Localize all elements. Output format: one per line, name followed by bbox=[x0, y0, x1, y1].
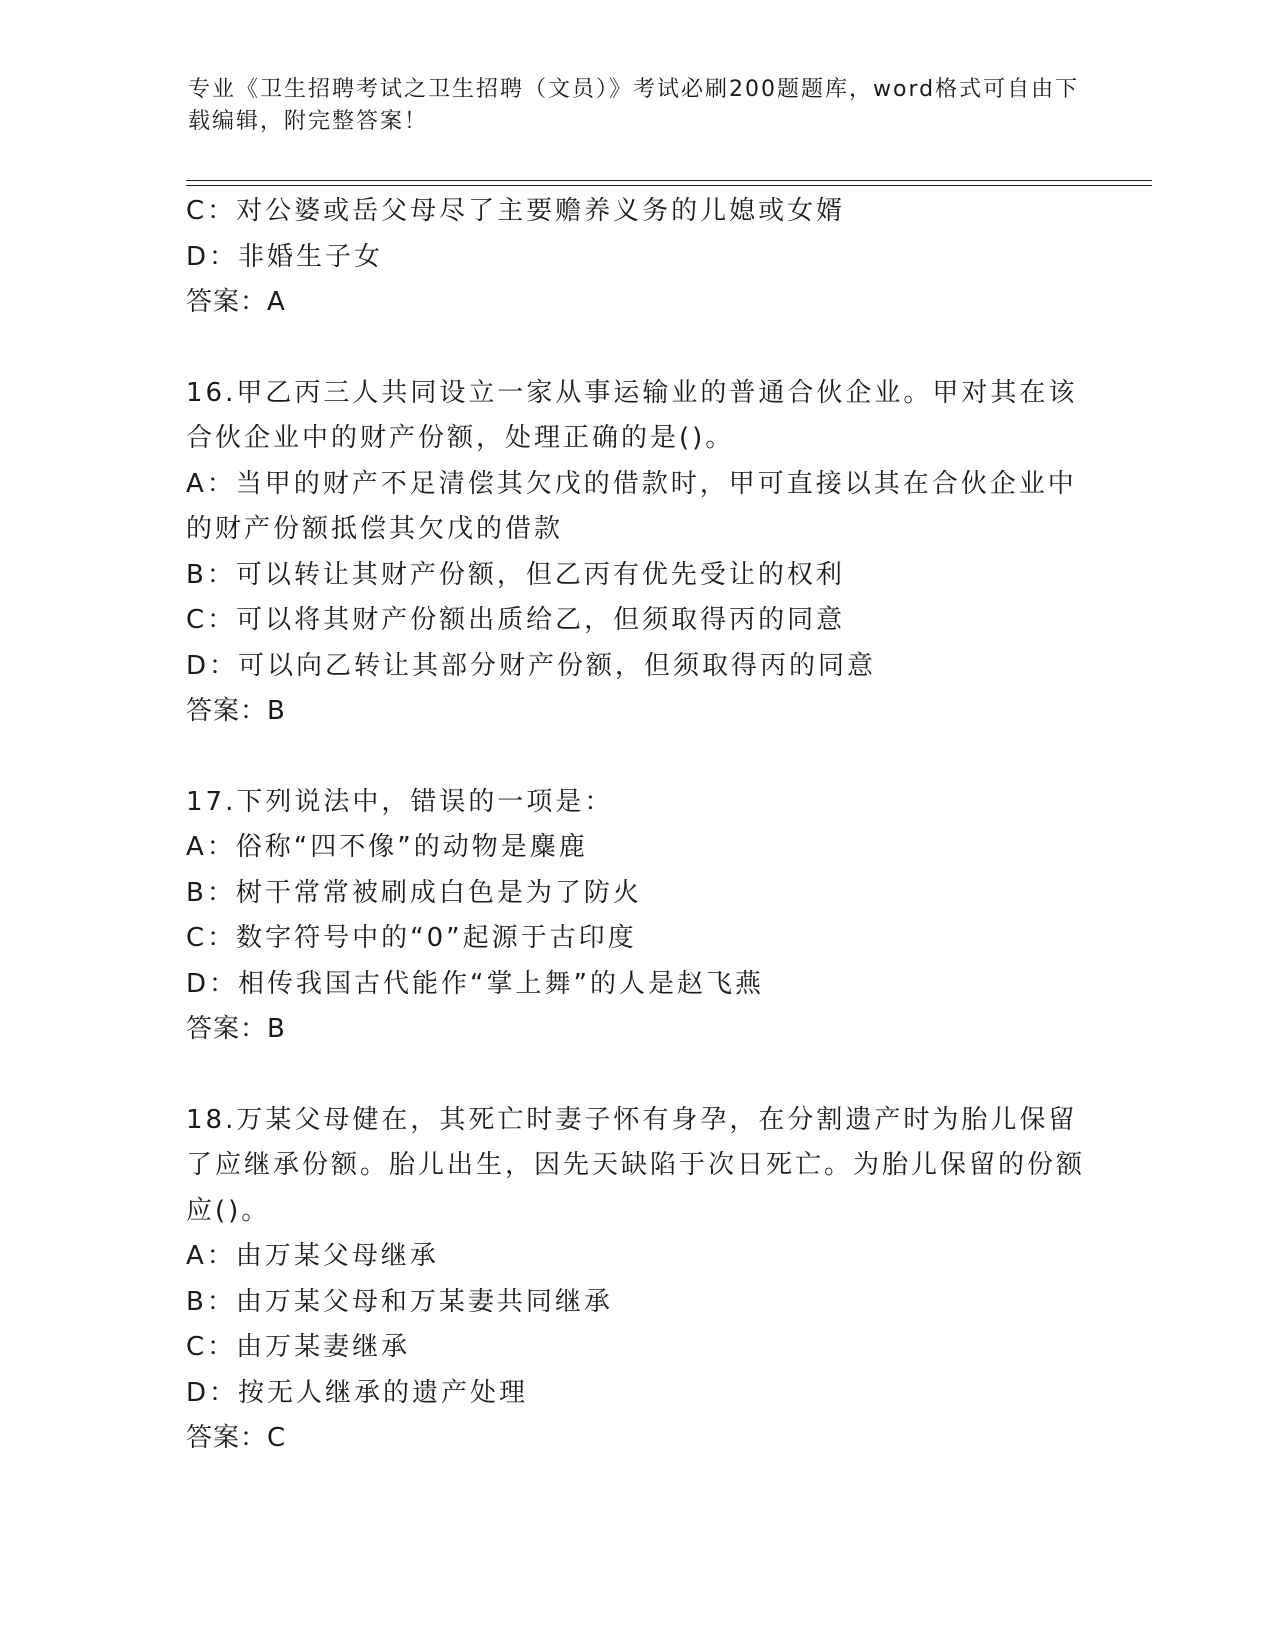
answer: 答案：B bbox=[186, 696, 286, 726]
answer: 答案：B bbox=[186, 1014, 286, 1044]
option-c: C：数字符号中的“0”起源于古印度 bbox=[186, 923, 637, 953]
answer: 答案：A bbox=[186, 287, 286, 317]
option-a: A：由万某父母继承 bbox=[186, 1241, 439, 1271]
question-stem: 16.甲乙丙三人共同设立一家从事运输业的普通合伙企业。甲对其在该合伙企业中的财产份额，处理正确的是()。 bbox=[186, 377, 1078, 453]
header-rule-bottom bbox=[186, 185, 1152, 186]
question-16 bbox=[186, 371, 1086, 735]
option-c: C：由万某妻继承 bbox=[186, 1332, 411, 1362]
option-c: C：对公婆或岳父母尽了主要赡养义务的儿媳或女婿 bbox=[186, 196, 846, 226]
question-stem: 18.万某父母健在，其死亡时妻子怀有身孕，在分割遗产时为胎儿保留了应继承份额。胎儿出生，因先天缺陷于次日死亡。为胎儿保留的份额应()。 bbox=[186, 1104, 1086, 1226]
option-b: B：可以转让其财产份额，但乙丙有优先受让的权利 bbox=[186, 559, 845, 590]
option-d: D：可以向乙转让其部分财产份额，但须取得丙的同意 bbox=[186, 650, 877, 681]
option-d: D：相传我国古代能作“掌上舞”的人是赵飞燕 bbox=[186, 968, 764, 999]
option-b: B：由万某父母和万某妻共同继承 bbox=[186, 1286, 613, 1317]
question-17 bbox=[186, 780, 1086, 1053]
option-a: A：当甲的财产不足清偿其欠戊的借款时，甲可直接以其在合伙企业中的财产份额抵偿其欠戊的借款 bbox=[186, 468, 1077, 544]
option-c: C：可以将其财产份额出质给乙，但须取得丙的同意 bbox=[186, 605, 846, 635]
spacer bbox=[186, 735, 1086, 780]
option-b: B：树干常常被刷成白色是为了防火 bbox=[186, 877, 642, 908]
option-d: D：非婚生子女 bbox=[186, 241, 384, 272]
header-rule-top bbox=[186, 180, 1152, 181]
spacer bbox=[186, 1053, 1086, 1098]
question-stem: 17.下列说法中，错误的一项是： bbox=[186, 786, 614, 817]
option-d: D：按无人继承的遗产处理 bbox=[186, 1377, 529, 1408]
answer: 答案：C bbox=[186, 1423, 287, 1453]
document-header: 专业《卫生招聘考试之卫生招聘（文员）》考试必刷200题题库，word格式可自由下载编辑，附完整答案！ bbox=[188, 77, 1080, 134]
question-18 bbox=[186, 1098, 1086, 1462]
question-content bbox=[186, 189, 1086, 1462]
spacer bbox=[186, 326, 1086, 371]
option-a: A：俗称“四不像”的动物是麋鹿 bbox=[186, 832, 588, 862]
question-15-tail bbox=[186, 189, 1086, 326]
